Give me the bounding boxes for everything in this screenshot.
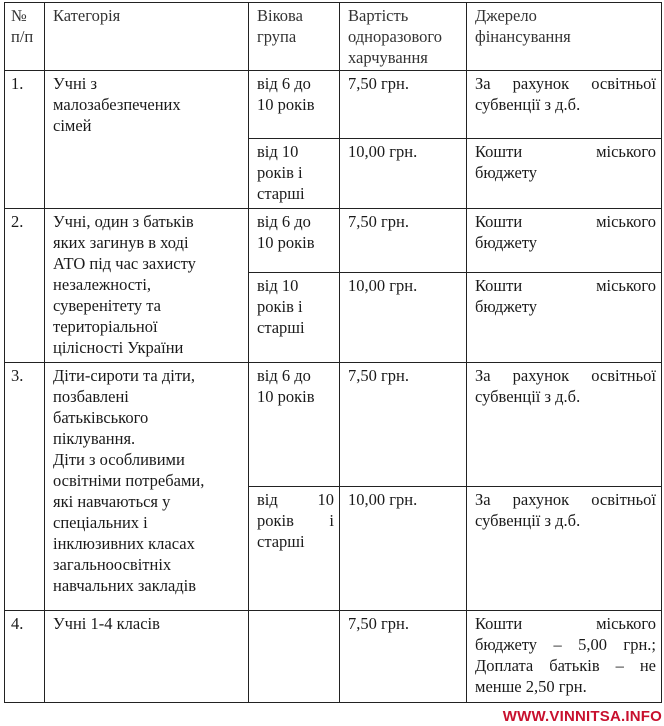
header-category: Категорія — [45, 3, 249, 71]
row-number: 1. — [5, 71, 45, 209]
row-cost: 7,50 грн. — [340, 71, 467, 139]
row-category: Учні 1-4 класів — [45, 611, 249, 703]
header-source: Джерело фінансування — [467, 3, 662, 71]
row-age: від 6 до 10 років — [249, 363, 340, 487]
row-category: Діти-сироти та діти, позбавлені батьківського піклування. Діти з особливими освітніми потребами, які навчаються у спеціальних і інклюзивних класах загальноосвітніх навчальних закладів — [45, 363, 249, 611]
header-age: Вікова група — [249, 3, 340, 71]
table-row — [5, 209, 662, 273]
row-cost: 10,00 грн. — [340, 139, 467, 209]
row-source: Кошти міського бюджету — [467, 139, 662, 209]
row-category: Учні з малозабезпечених сімей — [45, 71, 249, 209]
row-source: За рахунок освітньої субвенції з д.б. — [467, 71, 662, 139]
row-cost: 7,50 грн. — [340, 611, 467, 703]
row-age — [249, 611, 340, 703]
meal-cost-table — [4, 2, 662, 703]
header-cost: Вартість одноразового харчування — [340, 3, 467, 71]
row-number: 2. — [5, 209, 45, 363]
row-source: Кошти міського бюджету — [467, 209, 662, 273]
row-cost: 7,50 грн. — [340, 209, 467, 273]
table-row — [5, 363, 662, 487]
row-cost: 10,00 грн. — [340, 273, 467, 363]
row-source: Кошти міського бюджету – 5,00 грн.; Доплата батьків – не менше 2,50 грн. — [467, 611, 662, 703]
row-number: 3. — [5, 363, 45, 611]
site-watermark: WWW.VINNITSA.INFO — [502, 708, 662, 725]
table-row — [5, 611, 662, 703]
row-age: від 10 років і старші — [249, 273, 340, 363]
row-age: від 10 років і старші — [249, 487, 340, 611]
row-age: від 6 до 10 років — [249, 71, 340, 139]
row-cost: 7,50 грн. — [340, 363, 467, 487]
row-source: За рахунок освітньої субвенції з д.б. — [467, 487, 662, 611]
row-age: від 6 до 10 років — [249, 209, 340, 273]
row-source: За рахунок освітньої субвенції з д.б. — [467, 363, 662, 487]
table-row — [5, 71, 662, 139]
row-age: від 10 років і старші — [249, 139, 340, 209]
header-num: № п/п — [5, 3, 45, 71]
table-header-row — [5, 3, 662, 71]
row-cost: 10,00 грн. — [340, 487, 467, 611]
row-source: Кошти міського бюджету — [467, 273, 662, 363]
row-number: 4. — [5, 611, 45, 703]
row-category: Учні, один з батьків яких загинув в ході АТО під час захисту незалежності, суверенітету та територіальної цілісності України — [45, 209, 249, 363]
